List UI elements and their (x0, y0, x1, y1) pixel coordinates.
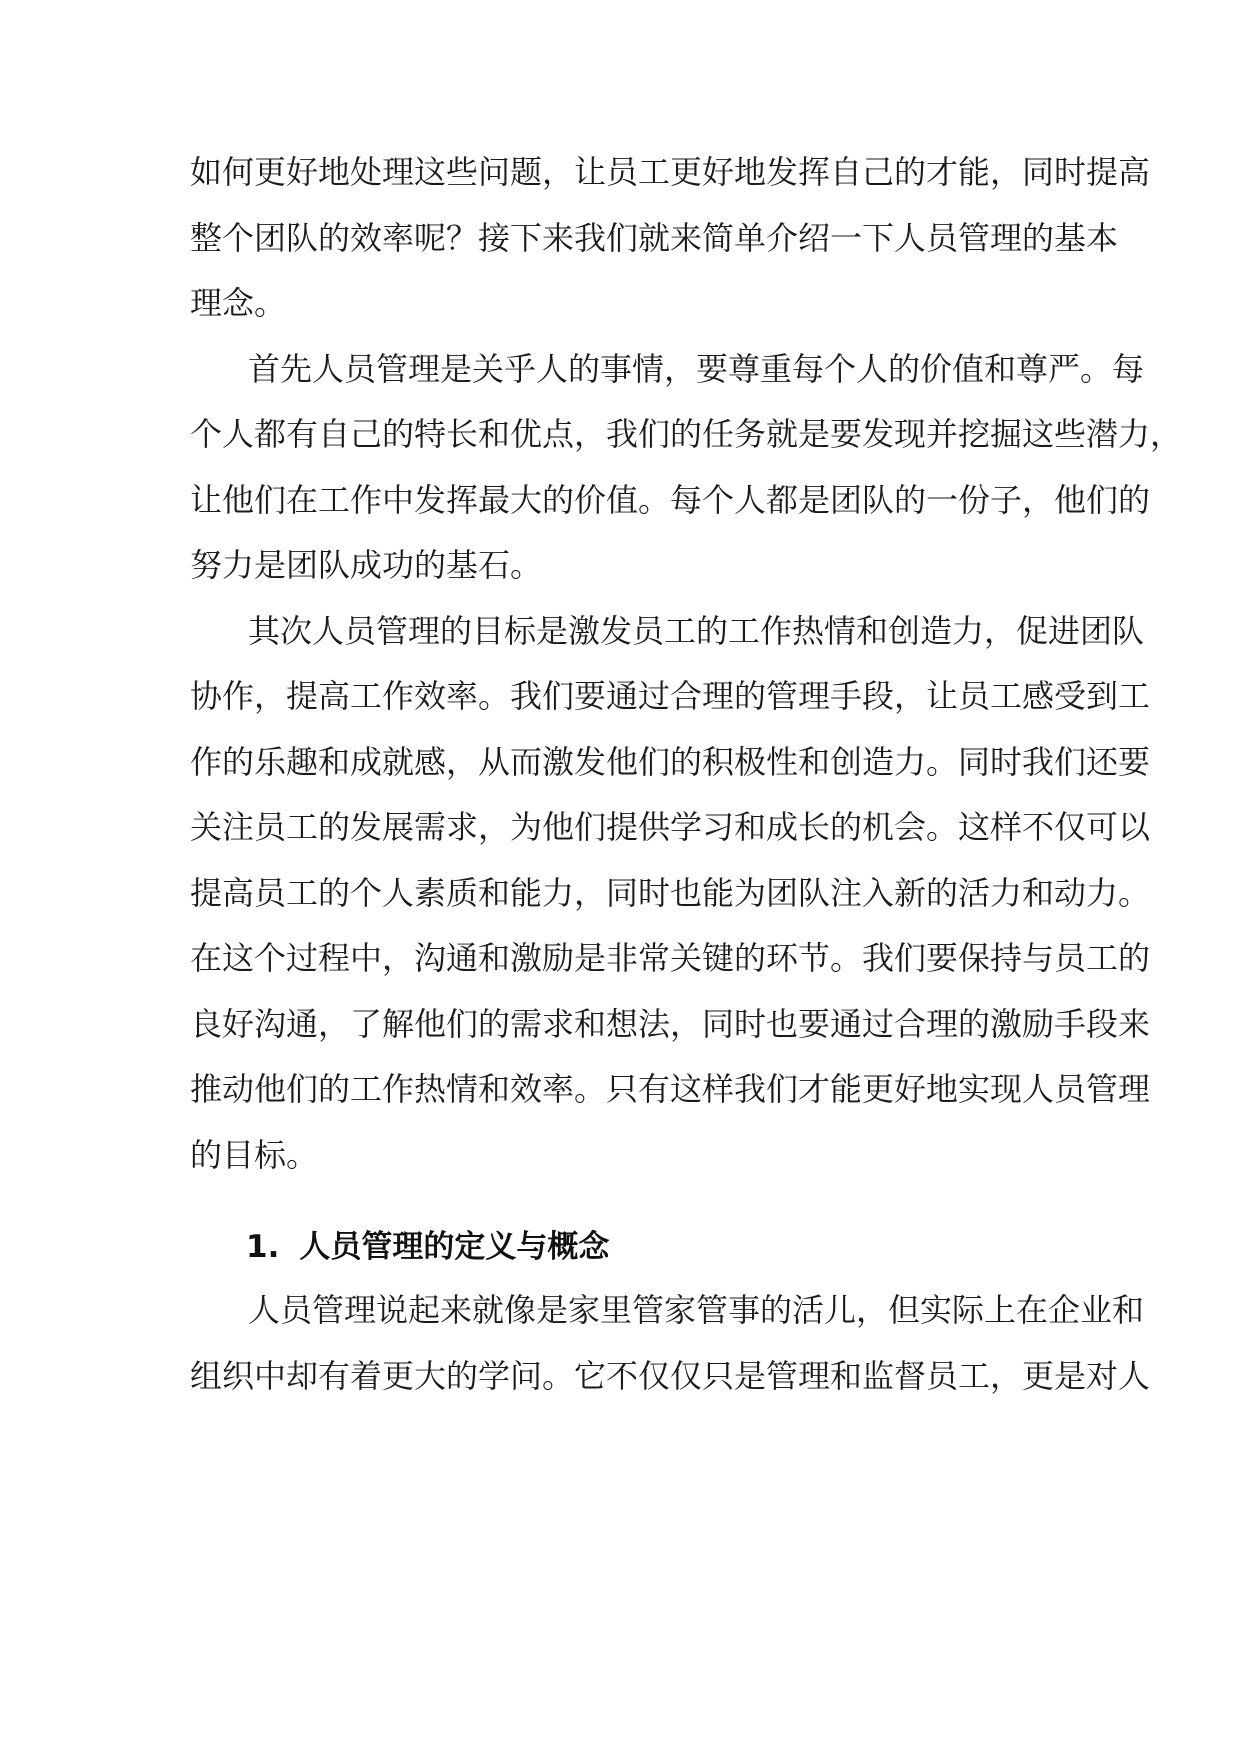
text-line: 的目标。 (190, 1135, 319, 1174)
document-body (190, 140, 1183, 1409)
section-heading (190, 1216, 1070, 1278)
text-line: 个人都有自己的特长和优点，我们的任务就是要发现并挖掘这些潜力， (190, 415, 1183, 453)
paragraph (190, 337, 1183, 599)
section-title: 人员管理的定义与概念 (299, 1229, 610, 1265)
text-line: 让他们在工作中发挥最大的价值。每个人都是团队的一份子，他们的 (190, 480, 1151, 519)
text-line: 首先人员管理是关乎人的事情，要尊重每个人的价值和尊严。每 (248, 349, 1145, 388)
text-line: 整个团队的效率呢？接下来我们就来简单介绍一下人员管理的基本 (190, 218, 1119, 257)
text-line: 协作，提高工作效率。我们要通过合理的管理手段，让员工感受到工 (190, 677, 1151, 715)
text-line: 人员管理说起来就像是家里管家管事的活儿，但实际上在企业和 (248, 1291, 1145, 1329)
section-heading-text (190, 1216, 1070, 1278)
text-line: 在这个过程中，沟通和激励是非常关键的环节。我们要保持与员工的 (190, 939, 1151, 977)
paragraph (190, 599, 1151, 1189)
paragraph (190, 140, 1151, 337)
text-line: 如何更好地处理这些问题，让员工更好地发挥自己的才能，同时提高 (190, 153, 1151, 191)
paragraph (190, 1278, 1151, 1409)
text-line: 关注员工的发展需求，为他们提供学习和成长的机会。这样不仅可以 (190, 808, 1151, 846)
section-number: 1. (246, 1229, 280, 1265)
text-line: 组织中却有着更大的学问。它不仅仅只是管理和监督员工，更是对人 (190, 1356, 1151, 1395)
text-line: 其次人员管理的目标是激发员工的工作热情和创造力，促进团队 (248, 611, 1145, 650)
text-line: 推动他们的工作热情和效率。只有这样我们才能更好地实现人员管理 (190, 1070, 1151, 1108)
text-line: 努力是团队成功的基石。 (190, 546, 543, 584)
text-line: 理念。 (190, 284, 287, 322)
text-line: 提高员工的个人素质和能力，同时也能为团队注入新的活力和动力。 (190, 873, 1151, 912)
text-line: 作的乐趣和成就感，从而激发他们的积极性和创造力。同时我们还要 (190, 742, 1151, 781)
text-line: 良好沟通，了解他们的需求和想法，同时也要通过合理的激励手段来 (190, 1004, 1151, 1043)
